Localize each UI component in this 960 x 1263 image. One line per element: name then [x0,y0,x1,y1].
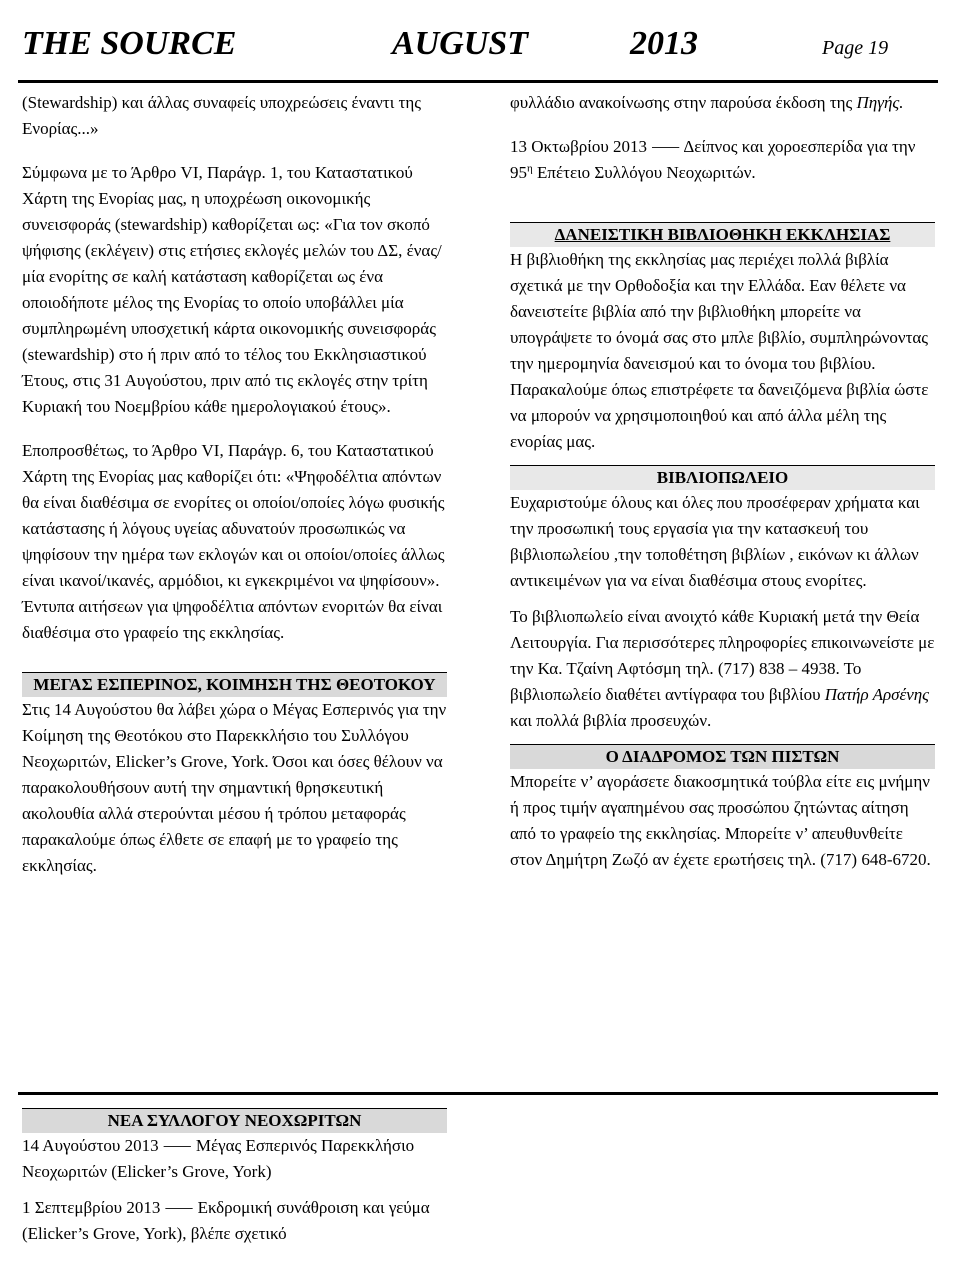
book-title: Πατήρ Αρσένης [824,685,930,704]
bookstore-heading: ΒΙΒΛΙΟΠΩΛΕΙΟ [510,465,935,490]
society-heading: ΝΕΑ ΣΥΛΛΟΓΟΥ ΝΕΟΧΩΡΙΤΩΝ [22,1108,447,1133]
page-number: Page 19 [822,37,889,59]
library-heading: ΔΑΝΕΙΣΤΙΚΗ ΒΙΒΛΙΟΘΗΚΗ ΕΚΚΛΗΣΙΑΣ [510,222,935,247]
bookstore-text: Ευχαριστούμε όλους και όλες που προσέφεραν χρήματα και την προσωπική τους εργασία για την κατασκευή του βιβλιοπωλείου ,την τοποθέτηση βιβλίων , εικόνων κι άλλων αντικειμένων για να είναι διαθέσιμα στους ενορίτες. [510,493,920,590]
left-column [22,90,447,879]
path-heading: Ο ΔΙΑΔΡΟΜΟΣ ΤΩΝ ΠΙΣΤΩΝ [510,744,935,769]
section-rule [18,1092,938,1095]
path-text: Μπορείτε ν’ αγοράσετε διακοσμητικά τούβλα είτε εις μνήμην ή προς τιμήν αγαπημένου σας προσώπου ζητώντας αίτηση από το γραφείο της εκκλησίας. Μπορείτε ν’ απευθυνθείτε στον Δημήτρη Ζωζό αν έχετε ερωτήσεις τηλ. (717) 648-6720. [510,772,931,869]
issue-month: AUGUST [392,25,529,62]
stewardship-article-1: Σύμφωνα με το Άρθρο VI, Παράγρ. 1, του Καταστατικού Χάρτη της Ενορίας μας, η υποχρέωση οικονομικής συνεισφοράς (stewardship) καθορίζεται ως: «Για τον σκοπό ψήφισης (εκλέγειν) στις ετήσιες εκλογές μελών του ΔΣ, ένας/μία ενορίτης σε καλή κατάσταση καθορίζεται ως ένα οποιοδήποτε μέλος της Ενορίας το οποίο υποβάλλει μία συμπληρωμένη υποσχετική κάρτα οικονομικής συνεισφοράς (stewardship) στο ή πριν από το τέλος του Εκκλησιαστικού Έτους, στις 31 Αυγούστου, πριν από τις εκλογές στην τρίτη Κυριακή του Νοεμβρίου κάθε ημερολογιακού έτους». [22,163,442,416]
stewardship-continued: (Stewardship) και άλλας συναφείς υποχρεώσεις έναντι της Ενορίας...» [22,93,421,138]
library-text: Η βιβλιοθήκη της εκκλησίας μας περιέχει πολλά βιβλία σχετικά με την Ορθοδοξία και την Ελλάδα. Εαν θέλετε να δανειστείτε βιβλία από την βιβλιοθήκη μπορείτε να υπογράψετε το όνομά σας στο μπλε βιβλίο, συμπληρώνοντας την ημερομηνία δανεισμού και το όνομα του βιβλίου. [510,250,929,373]
society-item-1: 14 Αυγούστου 2013 ⸺ Μέγας Εσπερινός Παρεκκλήσιο Νεοχωριτών (Elicker’s Grove, York) [22,1136,415,1181]
page-header [22,22,922,66]
dinner-dance-item: 13 Οκτωβρίου 2013 ⸺ Δείπνος και χοροεσπερίδα για την $95^\eta$ Επέτειο Συλλόγου Νεοχωριτών. [510,137,916,182]
stewardship-article-6: Εποπροσθέτως, το Άρθρο VI, Παράγρ. 6, του Καταστατικού Χάρτη της Ενορίας μας καθορίζει ότι: «Ψηφοδέλτια απόντων θα είναι διαθέσιμα σε ενορίτες οι οποίοι/οποίες λόγω φυσικής κατάστασης ή λόγους υγείας αδυνατούν προσωπικώς να ψηφίσουν την ημέρα των εκλογών και οι οποίοι/οποίες άλλως είναι ικανοί/ικανές, αρμόδιοι, κι εγκεκριμένοι να ψηφίσουν». Έντυπα αιτήσεων για ψηφοδέλτια απόντων ενοριτών θα είναι διαθέσιμα στο γραφείο της εκκλησίας. [22,441,445,642]
header-rule [18,80,938,83]
vespers-heading: ΜΕΓΑΣ ΕΣΠΕΡΙΝΟΣ, ΚΟΙΜΗΣΗ ΤΗΣ ΘΕΟΤΟΚΟΥ [22,672,447,697]
publication-title: THE SOURCE [22,25,237,62]
bookstore-text-2: Το βιβλιοπωλείο είναι ανοιχτό κάθε Κυριακή μετά την Θεία Λειτουργία. Για περισσότερες πληροφορίες επικοινωνείστε με την Κα. Τζαίνη Αφτόσμη τηλ. (717) 838 – 4938. Το βιβλιοπωλείο διαθέτει αντίγραφα του βιβλίου Πατήρ Αρσένης και πολλά βιβλία προσευχών. [510,607,935,730]
society-section [22,1108,447,1247]
society-item-2: 1 Σεπτεμβρίου 2013 ⸺ Εκδρομική συνάθροιση και γεύμα (Elicker’s Grove, York), βλέπε σχετικό [22,1198,430,1243]
right-column [510,90,935,873]
library-text-2: Παρακαλούμε όπως επιστρέφετε τα δανειζόμενα βιβλία ώστε να μπορούν να χρησιμοποιηθού και από άλλα μέλη της ενορίας μας. [510,380,929,451]
issue-year: 2013 [630,25,698,62]
flyer-note: φυλλάδιο ανακοίνωσης στην παρούσα έκδοση της Πηγής. [510,93,904,112]
vespers-text: Στις 14 Αυγούστου θα λάβει χώρα ο Μέγας Εσπερινός για την Κοίμηση της Θεοτόκου στο Παρεκκλήσιο του Συλλόγου Νεοχωριτών, Elicker’s Grove, York. Όσοι και όσες θέλουν να παρακολουθήσουν αυτή την σημαντική θρησκευτική ακολουθία αλλά στερούνται μέσου ή τρόπου μεταφοράς παρακαλούμε όπως έλθετε σε επαφή με το γραφείο της εκκλησίας. [22,700,447,875]
newsletter-name: Πηγής. [856,93,904,112]
